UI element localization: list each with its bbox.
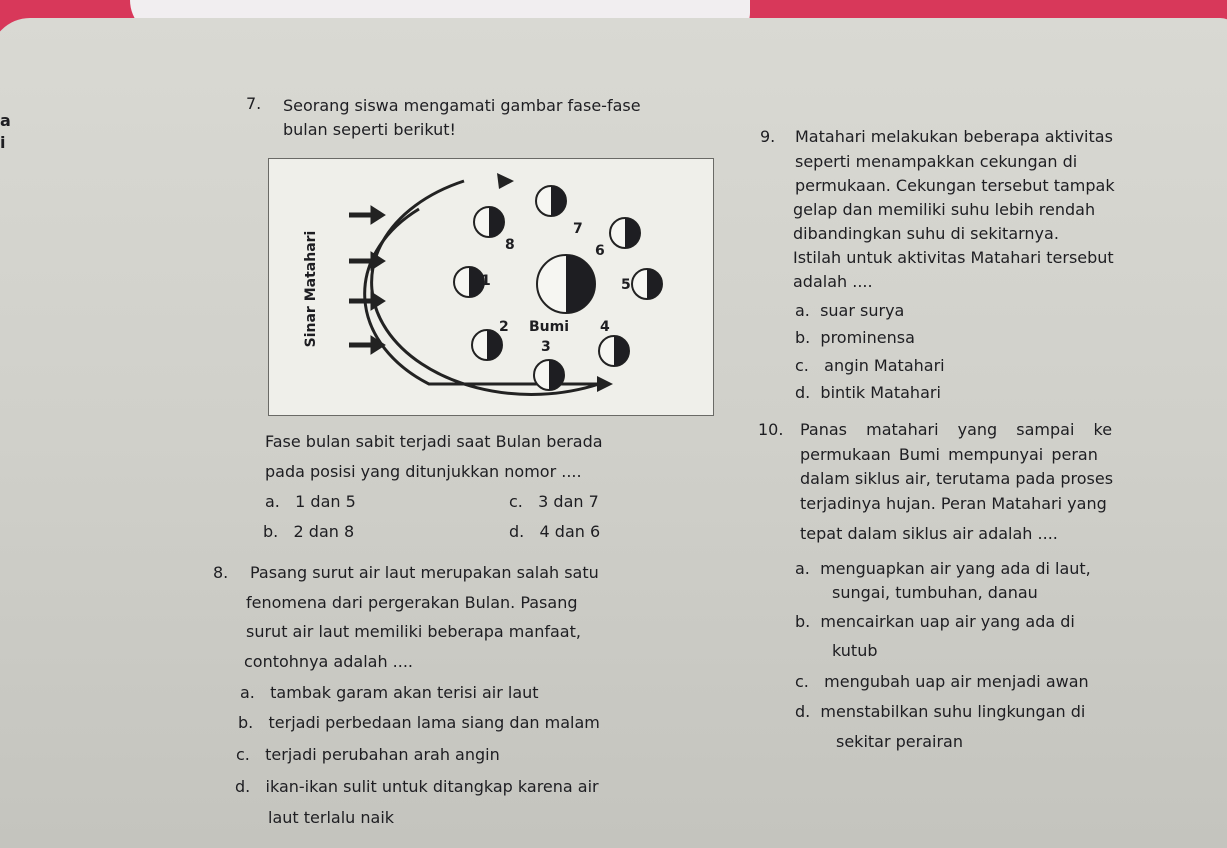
- q7-question-line: pada posisi yang ditunjukkan nomor ....: [265, 462, 582, 481]
- q7-question-line: Fase bulan sabit terjadi saat Bulan berada: [265, 432, 603, 451]
- moon-1: [454, 267, 484, 297]
- position-number-5: 5: [621, 277, 631, 293]
- q8-option-d-continuation: laut terlalu naik: [268, 808, 395, 827]
- q9-option-c[interactable]: c. angin Matahari: [795, 356, 945, 375]
- q10-option-d[interactable]: d. menstabilkan suhu lingkungan di: [795, 702, 1086, 721]
- margin-letter: i: [0, 133, 6, 152]
- q10-number: 10.: [758, 420, 784, 439]
- position-number-1: 1: [481, 273, 491, 289]
- q7-option-a[interactable]: a. 1 dan 5: [265, 492, 356, 511]
- q7-line: Seorang siswa mengamati gambar fase-fase: [283, 96, 641, 115]
- q9-line: Matahari melakukan beberapa aktivitas: [795, 127, 1113, 146]
- moon-phase-figure: [268, 158, 714, 416]
- moon-4: [599, 336, 629, 366]
- q10-option-c[interactable]: c. mengubah uap air menjadi awan: [795, 672, 1089, 691]
- q7-option-c[interactable]: c. 3 dan 7: [509, 492, 599, 511]
- q9-line: permukaan. Cekungan tersebut tampak: [795, 176, 1115, 195]
- orbit-arrowhead: [597, 376, 613, 392]
- position-number-4: 4: [600, 319, 610, 335]
- sun-ray-arrowhead: [371, 292, 385, 310]
- q9-option-a[interactable]: a. suar surya: [795, 301, 905, 320]
- q10-option-b-continuation: kutub: [832, 641, 878, 660]
- q7-line: bulan seperti berikut!: [283, 120, 456, 139]
- position-number-3: 3: [541, 339, 551, 355]
- moon-3: [534, 360, 564, 390]
- q10-line: dalam siklus air, terutama pada proses: [800, 469, 1114, 488]
- moon-2: [472, 330, 502, 360]
- q7-option-b[interactable]: b. 2 dan 8: [263, 522, 355, 541]
- moon-6: [610, 218, 640, 248]
- q9-line: Istilah untuk aktivitas Matahari tersebut: [793, 248, 1114, 267]
- q10-option-d-continuation: sekitar perairan: [836, 732, 963, 751]
- q8-option-b[interactable]: b. terjadi perbedaan lama siang dan malam: [238, 713, 600, 732]
- q8-option-c[interactable]: c. terjadi perubahan arah angin: [236, 745, 500, 764]
- q8-number: 8.: [213, 563, 229, 582]
- q9-line: seperti menampakkan cekungan di: [795, 152, 1078, 171]
- moon-7: [536, 186, 566, 216]
- position-number-6: 6: [595, 243, 605, 259]
- orbit-arrowhead: [497, 173, 514, 189]
- moon-phase-diagram: [269, 159, 713, 415]
- q7-option-d[interactable]: d. 4 dan 6: [509, 522, 601, 541]
- q10-line: Panas matahari yang sampai ke: [800, 420, 1113, 439]
- q10-option-b[interactable]: b. mencairkan uap air yang ada di: [795, 612, 1075, 631]
- margin-letter: a: [0, 111, 11, 130]
- q9-line: adalah ....: [793, 272, 873, 291]
- position-number-8: 8: [505, 237, 515, 253]
- sunlight-label: Sinar Matahari: [303, 230, 319, 348]
- q8-option-a[interactable]: a. tambak garam akan terisi air laut: [240, 683, 539, 702]
- q10-option-a-continuation: sungai, tumbuhan, danau: [832, 583, 1038, 602]
- earth-label: Bumi: [529, 319, 570, 335]
- q8-line: fenomena dari pergerakan Bulan. Pasang: [246, 593, 578, 612]
- moon-8: [474, 207, 504, 237]
- q9-line: gelap dan memiliki suhu lebih rendah: [793, 200, 1096, 219]
- q9-number: 9.: [760, 127, 776, 146]
- q9-option-d[interactable]: d. bintik Matahari: [795, 383, 941, 402]
- q8-option-d[interactable]: d. ikan-ikan sulit untuk ditangkap karena air: [235, 777, 599, 796]
- q10-option-a[interactable]: a. menguapkan air yang ada di laut,: [795, 559, 1091, 578]
- q8-line: Pasang surut air laut merupakan salah satu: [250, 563, 599, 582]
- q7-number: 7.: [246, 94, 262, 113]
- q8-line: surut air laut memiliki beberapa manfaat,: [246, 622, 581, 641]
- sun-ray-arrowhead: [371, 206, 385, 224]
- q10-line: permukaan Bumi mempunyai peran: [800, 445, 1098, 464]
- q9-line: dibandingkan suhu di sekitarnya.: [793, 224, 1059, 243]
- previous-page-edge: [0, 110, 11, 154]
- q10-line: terjadinya hujan. Peran Matahari yang: [800, 494, 1107, 513]
- q9-option-b[interactable]: b. prominensa: [795, 328, 915, 347]
- q10-line: tepat dalam siklus air adalah ....: [800, 524, 1058, 543]
- q8-line: contohnya adalah ....: [244, 652, 414, 671]
- moon-5: [632, 269, 662, 299]
- earth-shadow: [566, 255, 595, 313]
- position-number-2: 2: [499, 319, 509, 335]
- position-number-7: 7: [573, 221, 583, 237]
